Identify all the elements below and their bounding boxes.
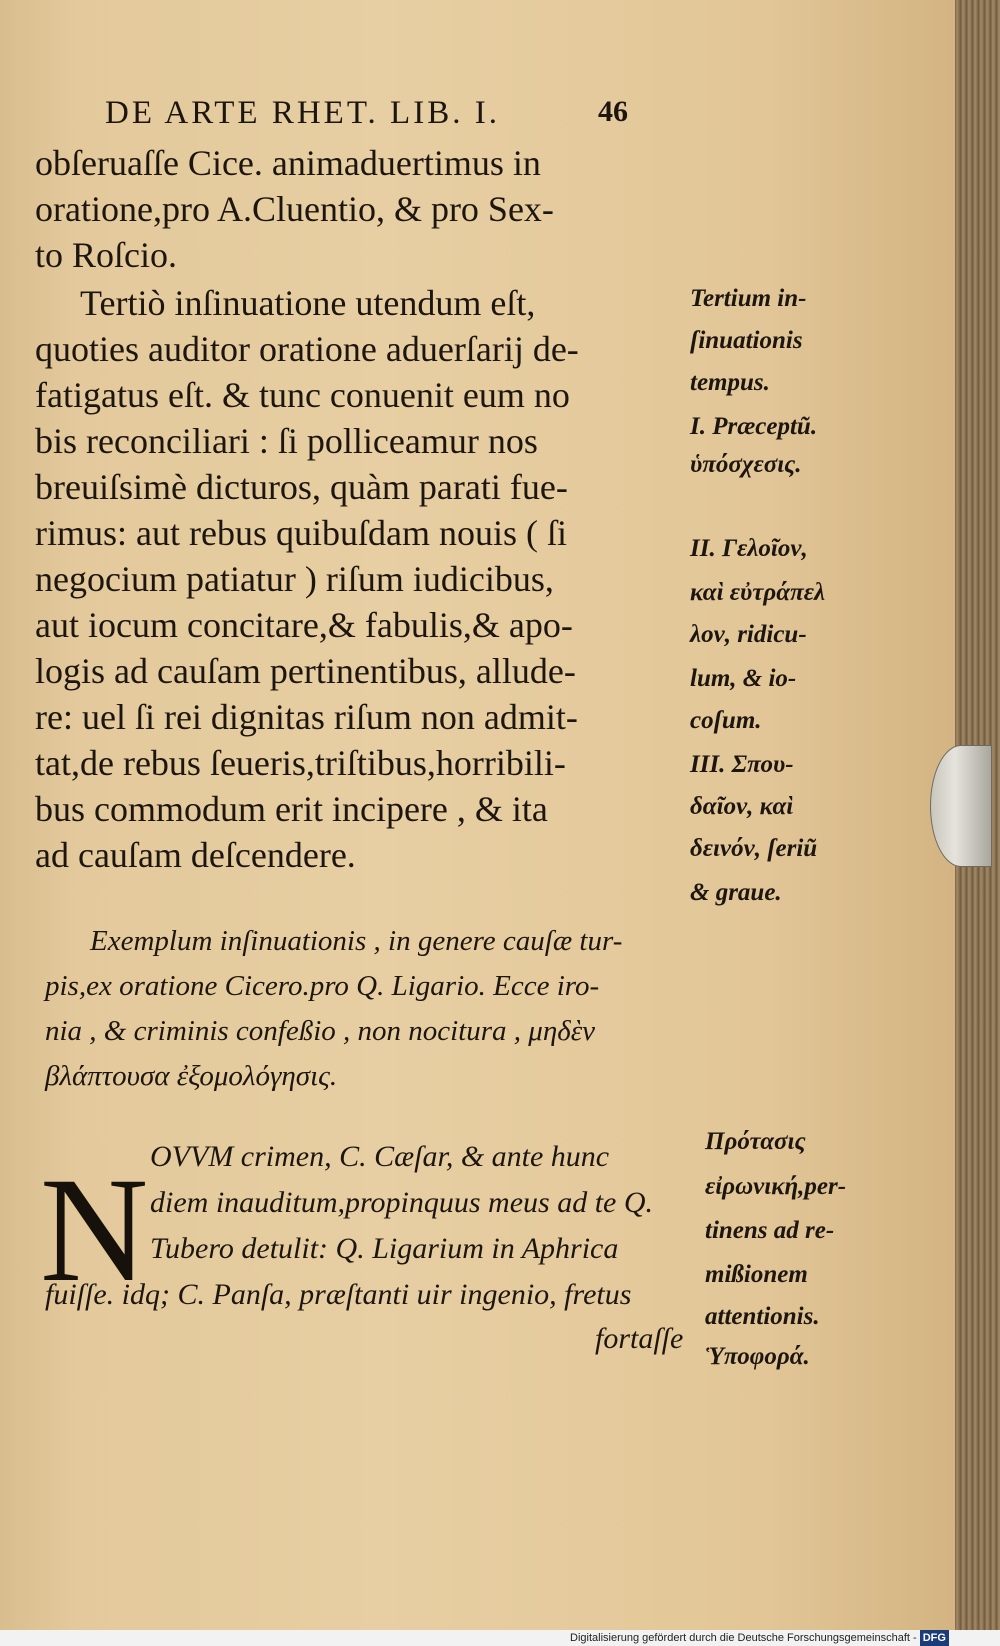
body-line: ad cauſam deſcendere. bbox=[35, 835, 356, 875]
margin-note: λον, ridicu- bbox=[690, 621, 807, 648]
margin-note: II. Γελοῖον, bbox=[690, 535, 808, 562]
footer-strip bbox=[0, 1630, 570, 1646]
quote-line: OVVM crimen, C. Cæſar, & ante hunc bbox=[150, 1140, 610, 1173]
margin-note: καὶ εὐτράπελ bbox=[690, 579, 826, 606]
example-caption-line: nia , & criminis confeßio , non nocitura , μηδὲν bbox=[45, 1015, 596, 1047]
margin-note: δαῖον, καὶ bbox=[690, 793, 794, 820]
page-clip bbox=[930, 745, 992, 867]
body-line: logis ad cauſam pertinentibus, allude- bbox=[35, 651, 576, 691]
body-line: aut iocum concitare,& fabulis,& apo- bbox=[35, 605, 573, 645]
body-line: Tertiò inſinuatione utendum eſt, bbox=[80, 283, 536, 323]
body-line: oratione,pro A.Cluentio, & pro Sex- bbox=[35, 189, 554, 229]
margin-note: III. Σπου- bbox=[690, 751, 794, 778]
body-line: bis reconciliari : ſi polliceamur nos bbox=[35, 421, 538, 461]
margin-note: Tertium in- bbox=[690, 285, 807, 312]
example-caption-line: βλάπτουσα ἐξομολόγησις. bbox=[45, 1060, 338, 1092]
margin-note: I. Præceptũ. bbox=[690, 413, 818, 440]
body-line: breuiſsimè dicturos, quàm parati fue- bbox=[35, 467, 568, 507]
example-caption-line: pis,ex oratione Cicero.pro Q. Ligario. Ecce iro- bbox=[45, 970, 600, 1002]
body-line: to Roſcio. bbox=[35, 235, 177, 275]
margin-note: coſum. bbox=[690, 707, 762, 734]
quote-line: fortaſſe bbox=[595, 1322, 684, 1355]
body-line: re: uel ſi rei dignitas riſum non admit- bbox=[35, 697, 578, 737]
dfg-logo: DFG bbox=[920, 1630, 949, 1646]
margin-note: tinens ad re- bbox=[705, 1217, 835, 1244]
body-line: fatigatus eſt. & tunc conuenit eum no bbox=[35, 375, 570, 415]
credit-text: Digitalisierung gefördert durch die Deutsche Forschungsgemeinschaft - bbox=[570, 1632, 917, 1644]
margin-note: attentionis. bbox=[705, 1303, 820, 1330]
body-line: tat,de rebus ſeueris,triſtibus,horribili- bbox=[35, 743, 566, 783]
page-number: 46 bbox=[598, 95, 628, 128]
running-head: DE ARTE RHET. LIB. I. bbox=[105, 95, 500, 131]
digitization-credit bbox=[570, 1630, 1000, 1646]
body-line: quoties auditor oratione aduerſarij de- bbox=[35, 329, 579, 369]
margin-note: δεινόν, ſeriũ bbox=[690, 835, 818, 862]
quote-line: diem inauditum,propinquus meus ad te Q. bbox=[150, 1186, 654, 1219]
body-line: bus commodum erit incipere , & ita bbox=[35, 789, 548, 829]
margin-note: & graue. bbox=[690, 879, 782, 906]
body-line: negocium patiatur ) riſum iudicibus, bbox=[35, 559, 554, 599]
margin-note: tempus. bbox=[690, 369, 770, 396]
margin-note: Πρότασις bbox=[705, 1128, 806, 1155]
margin-note: ὑπόσχεσις. bbox=[690, 451, 802, 478]
quote-line: Tubero detulit: Q. Ligarium in Aphrica bbox=[150, 1232, 619, 1265]
example-caption-line: Exemplum inſinuationis , in genere cauſæ tur- bbox=[90, 925, 623, 957]
margin-note: lum, & io- bbox=[690, 665, 797, 692]
body-line: rimus: aut rebus quibuſdam nouis ( ſi bbox=[35, 513, 567, 553]
margin-note: ſinuationis bbox=[690, 327, 803, 354]
drop-cap-initial: N bbox=[40, 1147, 149, 1313]
margin-note: εἰρωνική,per- bbox=[705, 1173, 847, 1200]
margin-note: mißionem bbox=[705, 1261, 808, 1288]
body-line: obſeruaſſe Cice. animaduertimus in bbox=[35, 143, 541, 183]
quote-line: fuiſſe. idq; C. Panſa, præſtanti uir ingenio, fretus bbox=[45, 1278, 632, 1311]
margin-note: Ὑποφορά. bbox=[705, 1343, 810, 1370]
